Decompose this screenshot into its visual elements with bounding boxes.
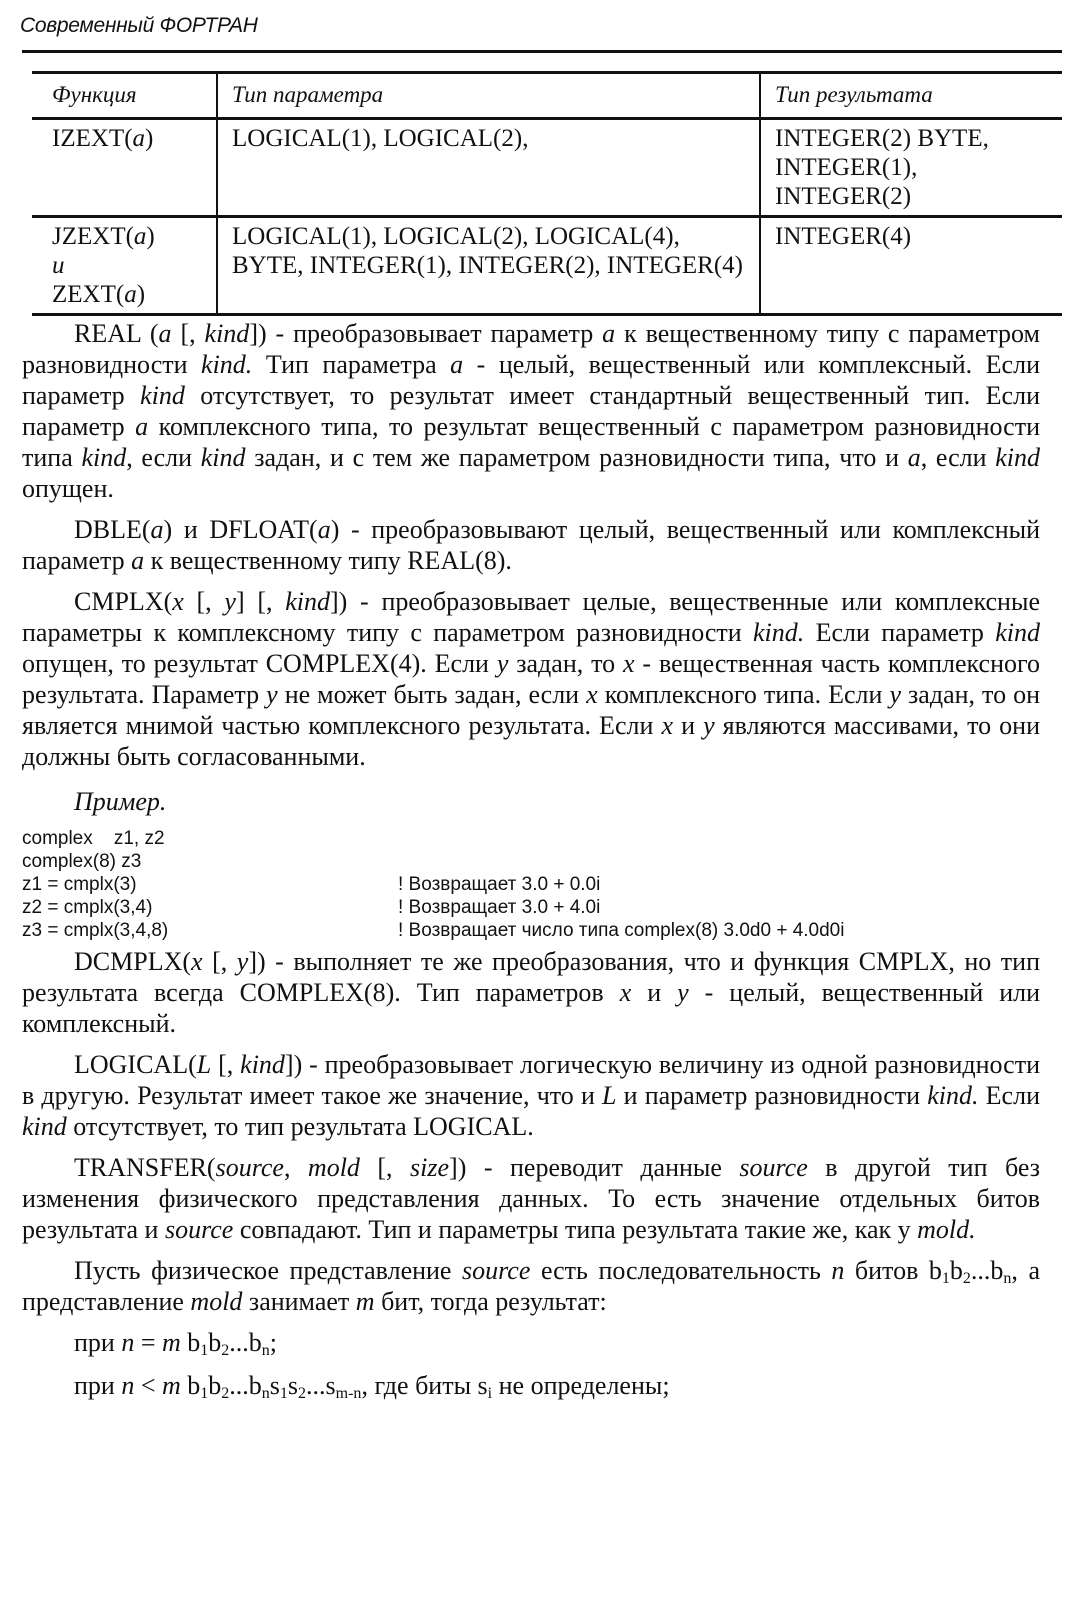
italic-run: y bbox=[224, 587, 236, 616]
text-run: ...b bbox=[229, 1328, 262, 1357]
italic-run: size bbox=[410, 1153, 450, 1182]
function-paren: ) bbox=[136, 281, 146, 308]
paragraph-cmplx bbox=[22, 586, 1040, 772]
function-arg: a bbox=[132, 125, 146, 152]
conjunction: и bbox=[52, 252, 65, 279]
code-statement: z3 = cmplx(3,4,8) bbox=[22, 920, 169, 941]
italic-run: kind. bbox=[927, 1081, 979, 1110]
italic-run: a bbox=[131, 546, 145, 575]
text-run: задан, то он является мнимой частью комплексного результата. Если bbox=[22, 680, 1041, 740]
italic-run: y bbox=[703, 711, 715, 740]
italic-run: kind bbox=[140, 381, 185, 410]
paragraph-transfer-bits bbox=[22, 1255, 1040, 1317]
code-line bbox=[22, 850, 1040, 873]
subscript-run: n bbox=[261, 1342, 270, 1359]
italic-run: a bbox=[135, 412, 149, 441]
param-type-cell: LOGICAL(1), LOGICAL(2), LOGICAL(4), BYTE, INTEGER(1), INTEGER(2), INTEGER(4) bbox=[217, 217, 760, 315]
italic-run: kind bbox=[240, 1050, 285, 1079]
text-run: - целый, вещественный или комплексный. bbox=[22, 978, 1041, 1038]
subscript-run: 1 bbox=[941, 1270, 950, 1287]
text-run: не определены; bbox=[492, 1371, 670, 1400]
text-run: ]) - выполняет те же преобразования, что и функция CMPLX, но тип результата всегда COMPLEX(8). Тип параметров bbox=[22, 947, 1040, 1007]
text-run: DCMPLX( bbox=[74, 947, 192, 976]
subscript-run: m-n bbox=[335, 1385, 362, 1402]
text-run: ...s bbox=[306, 1371, 336, 1400]
text-run: задан, и с тем же параметром разновидности типа, что и bbox=[245, 443, 908, 472]
paragraph-logical bbox=[22, 1049, 1040, 1142]
text-run: b bbox=[949, 1256, 963, 1285]
text-run: s bbox=[269, 1371, 280, 1400]
italic-run: kind bbox=[995, 443, 1041, 472]
formula-n-less-m bbox=[74, 1370, 1040, 1401]
paragraph-dble bbox=[22, 514, 1040, 576]
code-example bbox=[22, 827, 1040, 942]
italic-run: mold bbox=[307, 1153, 360, 1182]
text-run: = bbox=[134, 1328, 162, 1357]
italic-run: source bbox=[215, 1153, 284, 1182]
text-run: являются массивами, то они должны быть согласованными. bbox=[22, 711, 1040, 771]
text-run: совпадают. Тип и параметры типа результата такие же, как у bbox=[233, 1215, 918, 1244]
subscript-run: 2 bbox=[962, 1270, 971, 1287]
subscript-run: 2 bbox=[221, 1342, 230, 1359]
text-run: - вещественная часть комплексного результата. Параметр bbox=[22, 649, 1041, 709]
italic-run: n bbox=[831, 1256, 845, 1285]
result-type-line: INTEGER(1), bbox=[775, 154, 918, 181]
function-name: IZEXT( bbox=[52, 125, 133, 152]
code-statement: complex z1, z2 bbox=[22, 828, 165, 849]
text-run: - целый, вещественный или комплексный. Если параметр bbox=[22, 350, 1040, 410]
text-run: комплексного типа. Если bbox=[597, 680, 890, 709]
italic-run: y bbox=[266, 680, 278, 709]
function-name: ZEXT( bbox=[52, 281, 125, 308]
text-run: ] [, bbox=[235, 587, 286, 616]
text-run: комплексного типа, то результат вещественный с параметром разновидности типа bbox=[22, 412, 1040, 472]
result-type-cell bbox=[760, 217, 1062, 315]
column-header-function: Функция bbox=[32, 73, 217, 119]
italic-run: x bbox=[623, 649, 635, 678]
text-run: при bbox=[74, 1371, 122, 1400]
table-header-row bbox=[32, 73, 1062, 119]
subscript-run: 1 bbox=[279, 1385, 288, 1402]
text-run: отсутствует, то тип результата LOGICAL. bbox=[66, 1112, 534, 1141]
column-header-param-type: Тип параметра bbox=[217, 73, 760, 119]
text-run: CMPLX( bbox=[74, 587, 173, 616]
italic-run: kind bbox=[995, 618, 1040, 647]
italic-run: kind bbox=[200, 443, 246, 472]
subscript-run: 2 bbox=[298, 1385, 307, 1402]
column-header-result-type: Тип результата bbox=[760, 73, 1062, 119]
paragraph-dcmplx bbox=[22, 946, 1040, 1039]
text-run: к вещественному типу REAL(8). bbox=[144, 546, 512, 575]
result-type-line: INTEGER(4) bbox=[775, 223, 912, 250]
text-run: , а представление bbox=[22, 1256, 1040, 1316]
result-type-line: INTEGER(2) bbox=[775, 183, 912, 210]
table-row bbox=[32, 217, 1062, 315]
text-run: < bbox=[134, 1371, 162, 1400]
italic-run: a bbox=[150, 515, 164, 544]
italic-run: a bbox=[602, 319, 616, 348]
subscript-run: 1 bbox=[200, 1342, 209, 1359]
italic-run: kind bbox=[285, 587, 331, 616]
function-name: JZEXT( bbox=[52, 223, 134, 250]
code-comment: ! Возвращает число типа complex(8) 3.0d0 + 4.0d0i bbox=[398, 920, 845, 941]
text-run: , bbox=[283, 1153, 308, 1182]
italic-run: a bbox=[450, 350, 464, 379]
text-run: ) и DFLOAT( bbox=[163, 515, 318, 544]
text-run: DBLE( bbox=[74, 515, 151, 544]
subscript-run: n bbox=[1003, 1270, 1012, 1287]
italic-run: L bbox=[196, 1050, 212, 1079]
subscript-run: i bbox=[487, 1385, 493, 1402]
code-statement: z2 = cmplx(3,4) bbox=[22, 897, 153, 918]
function-cell bbox=[32, 217, 217, 315]
table-row bbox=[32, 119, 1062, 217]
function-arg: a bbox=[124, 281, 137, 308]
text-run: , если bbox=[126, 443, 201, 472]
italic-run: kind. bbox=[753, 618, 805, 647]
text-run: ; bbox=[269, 1328, 278, 1357]
conversion-functions-table bbox=[32, 71, 1062, 316]
text-run: ...b bbox=[229, 1371, 262, 1400]
text-run: битов b bbox=[844, 1256, 942, 1285]
text-run: [, bbox=[183, 587, 225, 616]
example-label-text: Пример. bbox=[74, 787, 167, 816]
italic-run: n bbox=[121, 1328, 135, 1357]
text-run: и bbox=[631, 978, 678, 1007]
formula-n-equals-m bbox=[74, 1327, 1040, 1358]
code-statement: complex(8) z3 bbox=[22, 851, 142, 872]
italic-run: a bbox=[158, 319, 172, 348]
text-run: ]) - преобразовывает логическую величину из одной разновидности в другую. Результат имеет такое же значение, что и bbox=[22, 1050, 1040, 1110]
function-paren: ) bbox=[145, 125, 154, 152]
text-run: есть последовательность bbox=[530, 1256, 832, 1285]
text-run: b bbox=[208, 1328, 222, 1357]
param-type-cell: LOGICAL(1), LOGICAL(2), bbox=[217, 119, 760, 217]
subscript-run: n bbox=[261, 1385, 270, 1402]
italic-run: y bbox=[677, 978, 689, 1007]
italic-run: m bbox=[355, 1287, 375, 1316]
italic-run: x bbox=[172, 587, 184, 616]
code-comment: ! Возвращает 3.0 + 4.0i bbox=[398, 897, 601, 918]
function-paren: ) bbox=[146, 223, 155, 250]
example-label bbox=[22, 786, 1040, 817]
running-head: Современный ФОРТРАН bbox=[20, 14, 258, 37]
text-run: к вещественному типу с параметром разновидности bbox=[22, 319, 1041, 379]
text-run: ]) - преобразовывает целые, вещественные или комплексные параметры к комплексному типу с параметром разновидности bbox=[22, 587, 1040, 647]
italic-run: L bbox=[602, 1081, 617, 1110]
text-run: и параметр разновидности bbox=[616, 1081, 928, 1110]
text-run: опущен. bbox=[22, 474, 114, 503]
text-run: Пусть физическое представление bbox=[74, 1256, 463, 1285]
text-run: в другой тип без изменения физического представления данных. То есть значение отдельных битов результата и bbox=[22, 1153, 1040, 1244]
italic-run: a bbox=[907, 443, 921, 472]
result-type-line: INTEGER(2) BYTE, bbox=[775, 125, 989, 152]
text-run: ) - преобразовывают целый, вещественный или комплексный параметр bbox=[22, 515, 1040, 575]
italic-run: a bbox=[317, 515, 331, 544]
result-type-cell bbox=[760, 119, 1062, 217]
text-run: задан, то bbox=[508, 649, 624, 678]
text-run: REAL ( bbox=[74, 319, 159, 348]
paragraph-transfer bbox=[22, 1152, 1040, 1245]
italic-run: x bbox=[586, 680, 598, 709]
text-run: Если bbox=[978, 1081, 1040, 1110]
code-statement: z1 = cmplx(3) bbox=[22, 874, 137, 895]
text-run: занимает bbox=[242, 1287, 356, 1316]
text-run: TRANSFER( bbox=[74, 1153, 216, 1182]
paragraph-real bbox=[22, 318, 1040, 504]
italic-run: source bbox=[164, 1215, 234, 1244]
body-text bbox=[22, 318, 1040, 1413]
italic-run: source bbox=[462, 1256, 531, 1285]
text-run: b bbox=[180, 1328, 201, 1357]
text-run: b bbox=[208, 1371, 222, 1400]
italic-run: source bbox=[739, 1153, 808, 1182]
text-run: ]) - преобразовывает параметр bbox=[249, 319, 603, 348]
text-run: Если параметр bbox=[804, 618, 996, 647]
italic-run: m bbox=[162, 1371, 181, 1400]
text-run: опущен, то результат COMPLEX(4). Если bbox=[22, 649, 497, 678]
italic-run: y bbox=[889, 680, 902, 709]
code-line bbox=[22, 896, 1040, 919]
subscript-run: 2 bbox=[221, 1385, 230, 1402]
italic-run: x bbox=[619, 978, 632, 1007]
function-arg: a bbox=[133, 223, 147, 250]
code-comment: ! Возвращает 3.0 + 0.0i bbox=[398, 874, 601, 895]
text-run: , где биты s bbox=[361, 1371, 488, 1400]
text-run: ]) - переводит данные bbox=[449, 1153, 740, 1182]
code-line bbox=[22, 919, 1040, 942]
text-run: бит, тогда результат: bbox=[374, 1287, 607, 1316]
text-run: [, bbox=[211, 1050, 241, 1079]
text-run: [, bbox=[171, 319, 205, 348]
text-run: , если bbox=[920, 443, 996, 472]
italic-run: x bbox=[191, 947, 203, 976]
italic-run: y bbox=[236, 947, 249, 976]
text-run: отсутствует, то результат имеет стандартный вещественный тип. Если параметр bbox=[22, 381, 1040, 441]
italic-run: m bbox=[162, 1328, 181, 1357]
italic-run: x bbox=[661, 711, 673, 740]
function-cell bbox=[32, 119, 217, 217]
header-rule bbox=[22, 50, 1062, 53]
text-run: Тип параметра bbox=[252, 350, 451, 379]
text-run: LOGICAL( bbox=[74, 1050, 197, 1079]
code-line bbox=[22, 827, 1040, 850]
text-run: [, bbox=[202, 947, 237, 976]
italic-run: mold bbox=[190, 1287, 243, 1316]
text-run: ...b bbox=[970, 1256, 1004, 1285]
subscript-run: 1 bbox=[200, 1385, 209, 1402]
italic-run: kind bbox=[81, 443, 127, 472]
italic-run: n bbox=[121, 1371, 135, 1400]
text-run: при bbox=[74, 1328, 122, 1357]
text-run: [, bbox=[359, 1153, 411, 1182]
italic-run: kind. bbox=[201, 350, 253, 379]
italic-run: y bbox=[496, 649, 509, 678]
italic-run: kind bbox=[22, 1112, 67, 1141]
text-run: s bbox=[287, 1371, 299, 1400]
text-run: не может быть задан, если bbox=[277, 680, 587, 709]
italic-run: kind bbox=[204, 319, 250, 348]
text-run: и bbox=[673, 711, 704, 740]
italic-run: mold. bbox=[917, 1215, 976, 1244]
code-line bbox=[22, 873, 1040, 896]
text-run: b bbox=[180, 1371, 201, 1400]
